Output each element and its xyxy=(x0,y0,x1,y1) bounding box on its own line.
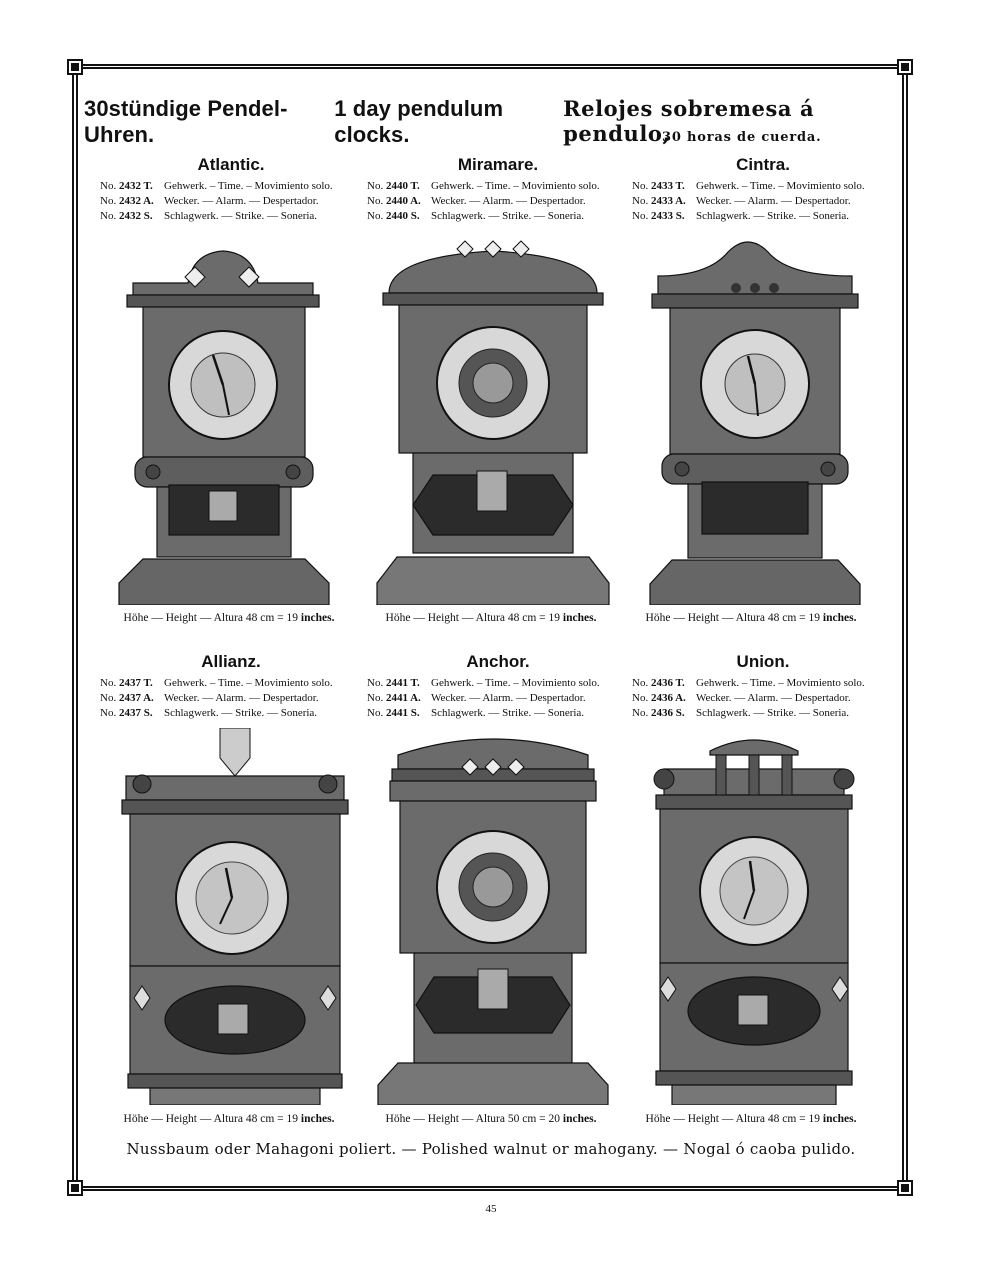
clock-illustration-miramare xyxy=(373,235,613,605)
spec-row: No. 2433 A. Wecker. — Alarm. — Despertador. xyxy=(632,195,851,207)
clock-entry-miramare xyxy=(367,155,629,224)
title-english: 1 day pendulum clocks. xyxy=(334,96,504,147)
clock-illustration-anchor xyxy=(374,737,612,1105)
clock-entry-anchor xyxy=(367,652,629,721)
height-caption-miramare: Höhe — Height — Altura 48 cm = 19 inches. xyxy=(385,612,597,624)
spec-row: No. 2436 T. Gehwerk. – Time. – Movimiento solo. xyxy=(632,677,865,689)
page-subtitle: 30 horas de cuerda. xyxy=(662,130,822,145)
clock-illustration-allianz xyxy=(116,728,354,1105)
frame-top-rule xyxy=(70,64,912,69)
clock-illustration-union xyxy=(640,729,868,1105)
spec-row: No. 2433 T. Gehwerk. – Time. – Movimiento solo. xyxy=(632,180,865,192)
clock-name: Cintra. xyxy=(736,155,790,174)
clock-entry-union xyxy=(632,652,894,721)
height-caption-allianz: Höhe — Height — Altura 48 cm = 19 inches. xyxy=(123,1113,335,1125)
spec-row: No. 2432 S. Schlagwerk. — Strike. — Soneria. xyxy=(100,210,318,222)
clock-name: Union. xyxy=(736,652,790,671)
clock-name: Atlantic. xyxy=(197,155,265,174)
corner-ornament-top-right xyxy=(897,59,913,75)
corner-ornament-bottom-right xyxy=(897,1180,913,1196)
spec-row: No. 2441 T. Gehwerk. – Time. – Movimiento solo. xyxy=(367,677,600,689)
height-caption-cintra: Höhe — Height — Altura 48 cm = 19 inches. xyxy=(645,612,857,624)
clock-entry-cintra xyxy=(632,155,894,224)
finish-note: Nussbaum oder Mahagoni poliert. — Polished walnut or mahogany. — Nogal ó caoba pulido. xyxy=(126,1140,856,1158)
corner-ornament-bottom-left xyxy=(67,1180,83,1196)
clock-name: Miramare. xyxy=(457,155,539,174)
spec-row: No. 2432 T. Gehwerk. – Time. – Movimiento solo. xyxy=(100,180,333,192)
spec-row: No. 2433 S. Schlagwerk. — Strike. — Soneria. xyxy=(632,210,850,222)
corner-ornament-top-left xyxy=(67,59,83,75)
clock-illustration-cintra xyxy=(648,232,862,605)
page-number: 45 xyxy=(485,1203,497,1215)
frame-left-rule xyxy=(72,62,78,1196)
spec-row: No. 2441 A. Wecker. — Alarm. — Despertador. xyxy=(367,692,586,704)
spec-row: No. 2440 S. Schlagwerk. — Strike. — Soneria. xyxy=(367,210,585,222)
title-german: 30stündige Pendel-Uhren. xyxy=(84,96,288,147)
spec-row: No. 2440 T. Gehwerk. – Time. – Movimiento solo. xyxy=(367,180,600,192)
height-caption-atlantic: Höhe — Height — Altura 48 cm = 19 inches. xyxy=(123,612,335,624)
spec-row: No. 2436 A. Wecker. — Alarm. –– Despertador. xyxy=(632,692,851,704)
spec-row: No. 2437 A. Wecker. — Alarm. — Despertador. xyxy=(100,692,319,704)
frame-right-rule xyxy=(902,62,908,1196)
spec-row: No. 2440 A. Wecker. — Alarm. — Despertador. xyxy=(367,195,586,207)
title-spanish: Relojes sobremesa á pendulo, xyxy=(563,96,815,146)
clock-name: Anchor. xyxy=(466,652,530,671)
height-caption-anchor: Höhe — Height — Altura 50 cm = 20 inches. xyxy=(385,1113,597,1125)
spec-row: No. 2432 A. Wecker. — Alarm. — Despertador. xyxy=(100,195,319,207)
height-caption-union: Höhe — Height — Altura 48 cm = 19 inches. xyxy=(645,1113,857,1125)
clock-entry-atlantic xyxy=(100,155,362,224)
spec-row: No. 2441 S. Schlagwerk. — Strike. — Soneria. xyxy=(367,707,585,719)
clock-name: Allianz. xyxy=(201,652,261,671)
spec-row: No. 2437 S. Schlagwerk. — Strike. — Soneria. xyxy=(100,707,318,719)
spec-row: No. 2436 S. Schlagwerk. — Strike. — Soneria. xyxy=(632,707,850,719)
clock-illustration-atlantic xyxy=(113,243,353,605)
clock-entry-allianz xyxy=(100,652,362,721)
spec-row: No. 2437 T. Gehwerk. – Time. – Movimiento solo. xyxy=(100,677,333,689)
frame-bottom-rule xyxy=(70,1186,912,1191)
